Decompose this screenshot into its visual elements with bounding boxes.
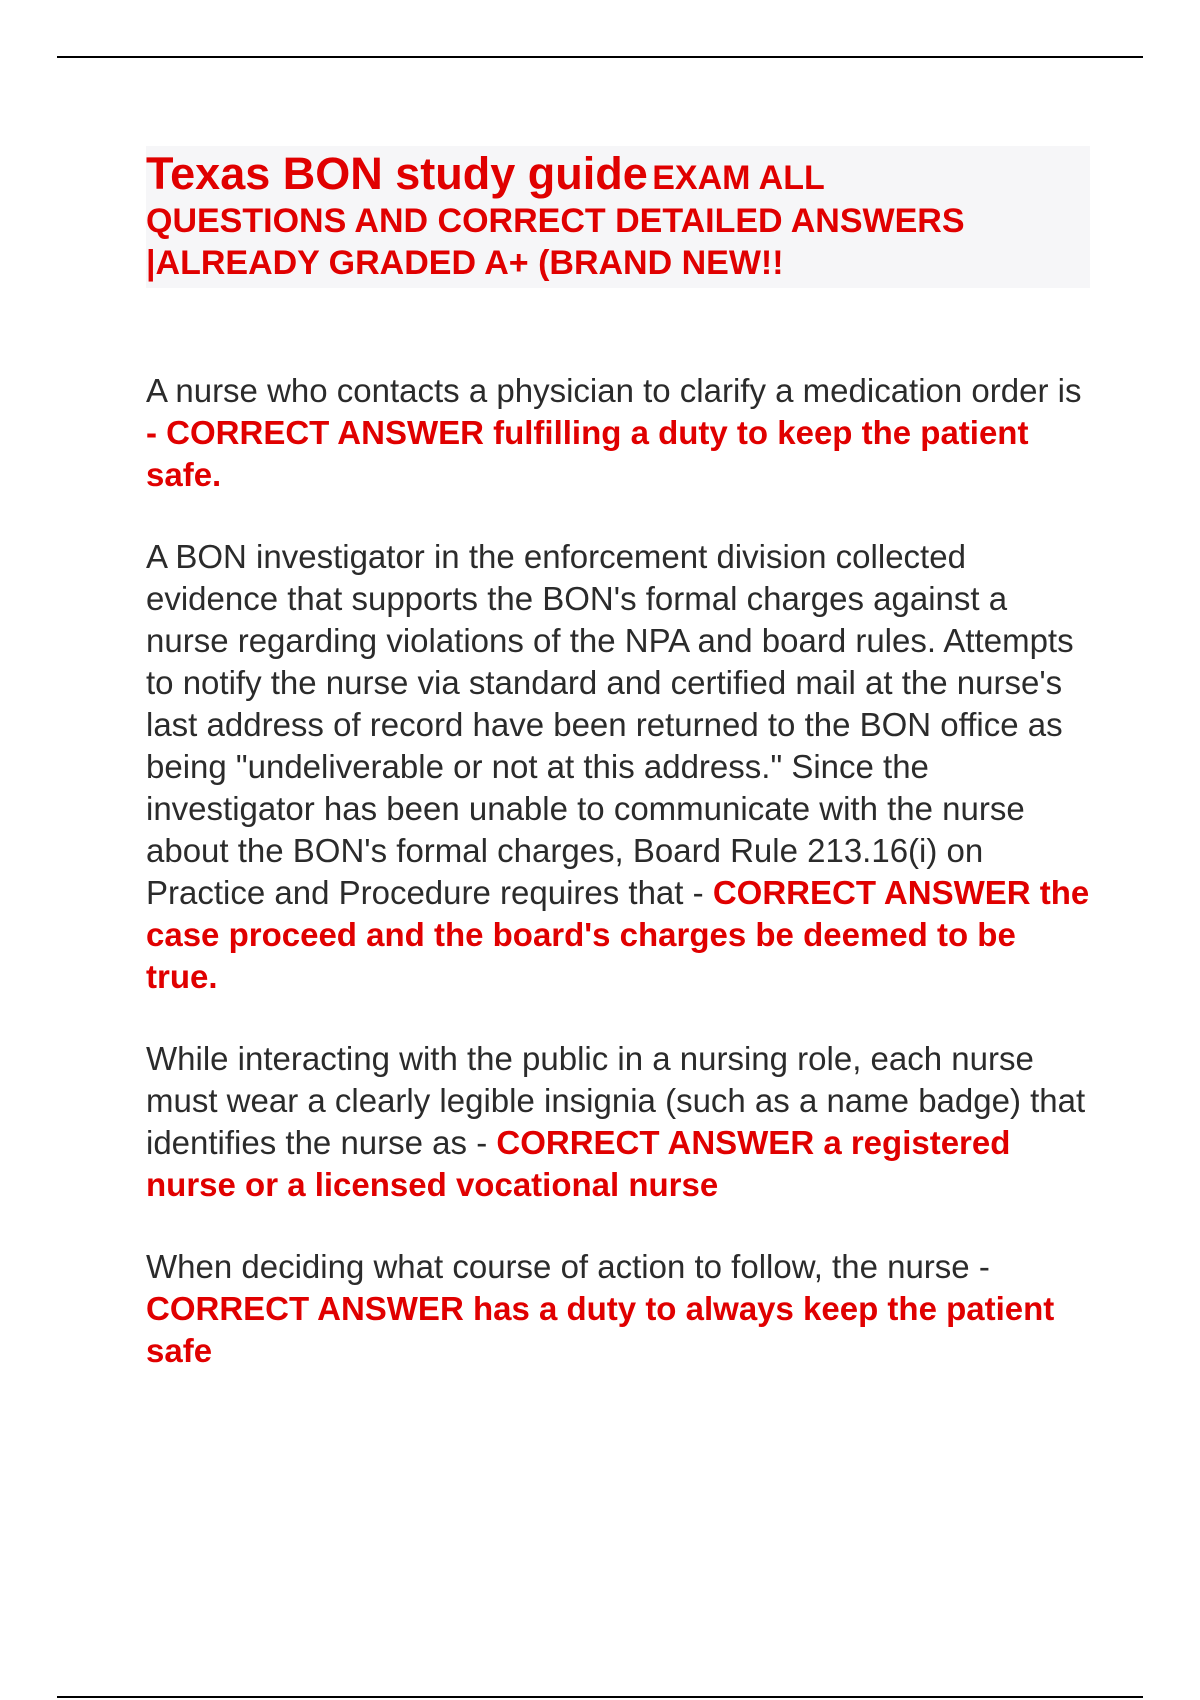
title-line-3: |ALREADY GRADED A+ (BRAND NEW!! — [146, 244, 784, 282]
qa-item — [146, 1038, 1096, 1206]
question-text: A BON investigator in the enforcement division collected evidence that supports the BON's formal charges against a nurse regarding violations of the NPA and board rules. Attempts to notify the nurse via standard and certified mail at the nurse's last address of record have been returned to the BON office as being "undeliverable or not at this address." Since the investigator has been unable to communicate with the nurse about the BON's formal charges, Board Rule 213.16(i) on Practice and Procedure requires that — [146, 538, 1074, 911]
answer-separator: - — [476, 1124, 488, 1161]
answer-text: CORRECT ANSWER the case proceed and the board's charges be deemed to be true. — [146, 874, 1090, 995]
answer-separator: - — [978, 1248, 990, 1285]
answer-text: CORRECT ANSWER has a duty to always keep the patient safe — [146, 1290, 1055, 1369]
title-main: Texas BON study guide — [146, 148, 648, 199]
document-title — [146, 146, 1090, 288]
answer-text: CORRECT ANSWER fulfilling a duty to keep the patient safe. — [146, 414, 1029, 493]
answer-text: CORRECT ANSWER a registered nurse or a licensed vocational nurse — [146, 1124, 1011, 1203]
title-rest: EXAM ALL — [652, 159, 825, 197]
qa-item — [146, 370, 1096, 496]
question-text: A nurse who contacts a physician to clarify a medication order is — [146, 372, 1082, 409]
answer-separator: - — [692, 874, 704, 911]
bottom-rule — [57, 1696, 1143, 1698]
title-line-2: QUESTIONS AND CORRECT DETAILED ANSWERS — [146, 202, 965, 240]
answer-separator: - — [146, 414, 157, 451]
document-body — [146, 146, 1096, 1372]
question-text: When deciding what course of action to follow, the nurse — [146, 1248, 970, 1285]
qa-item — [146, 1246, 1096, 1372]
qa-item — [146, 536, 1096, 998]
question-text: While interacting with the public in a nursing role, each nurse must wear a clearly legible insignia (such as a name badge) that identifies the nurse as — [146, 1040, 1086, 1161]
top-rule — [57, 56, 1143, 58]
